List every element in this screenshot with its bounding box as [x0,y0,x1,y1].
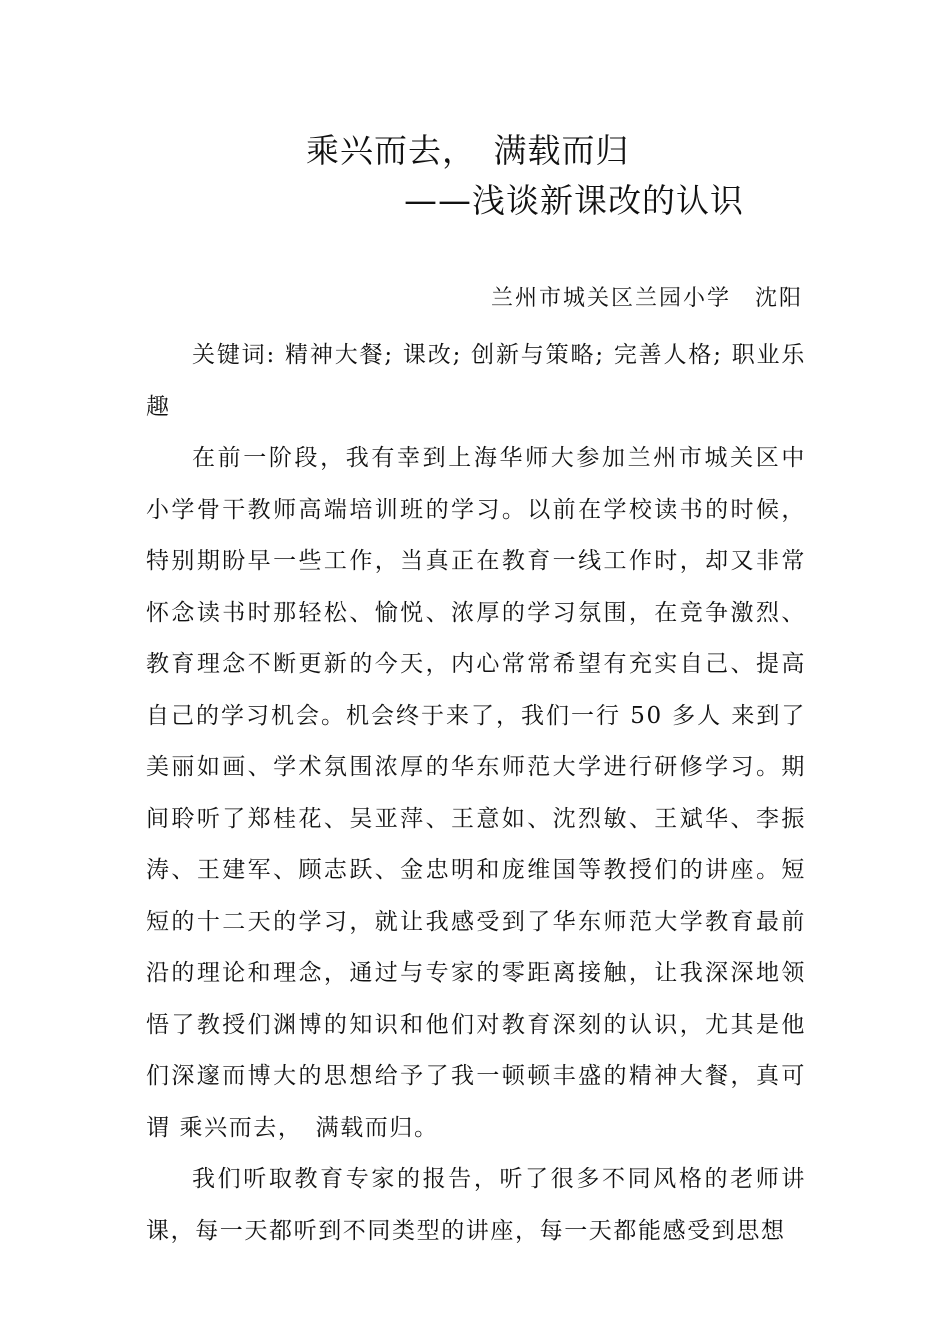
body-paragraph-1: 在前一阶段，我有幸到上海华师大参加兰州市城关区中小学骨干教师高端培训班的学习。以前在学校读书的时候，特别期盼早一些工作，当真正在教育一线工作时，却又非常怀念读书时那轻松、愉悦、浓厚的学习氛围，在竞争激烈、教育理念不断更新的今天，内心常常希望有充实自己、提高自己的学习机会。机会终于来了，我们一行 50 多人 来到了美丽如画、学术氛围浓厚的华东师范大学进行研修学习。期间聆听了郑桂花、吴亚萍、王意如、沈烈敏、王斌华、李振涛、王建军、顾志跃、金忠明和庞维国等教授们的讲座。短短的十二天的学习，就让我感受到了华东师范大学教育最前沿的理论和理念，通过与专家的零距离接触，让我深深地领悟了教授们渊博的知识和他们对教育深刻的认识，尤其是他们深邃而博大的思想给予了我一顿顿丰盛的精神大餐，真可谓 乘兴而去， 满载而归。 [146,445,806,1141]
document-body [146,330,806,1257]
document-subtitle: ——浅谈新课改的认识 [404,181,744,220]
body-paragraph-2: 我们听取教育专家的报告，听了很多不同风格的老师讲课，每一天都听到不同类型的讲座，每一天都能感受到思想 [146,1166,806,1244]
author-line: 兰州市城关区兰园小学 沈阳 [490,286,803,311]
document-title: 乘兴而去， 满载而归 [306,131,630,170]
keywords-paragraph: 关键词: 精神大餐; 课改; 创新与策略; 完善人格; 职业乐趣 [146,342,806,420]
